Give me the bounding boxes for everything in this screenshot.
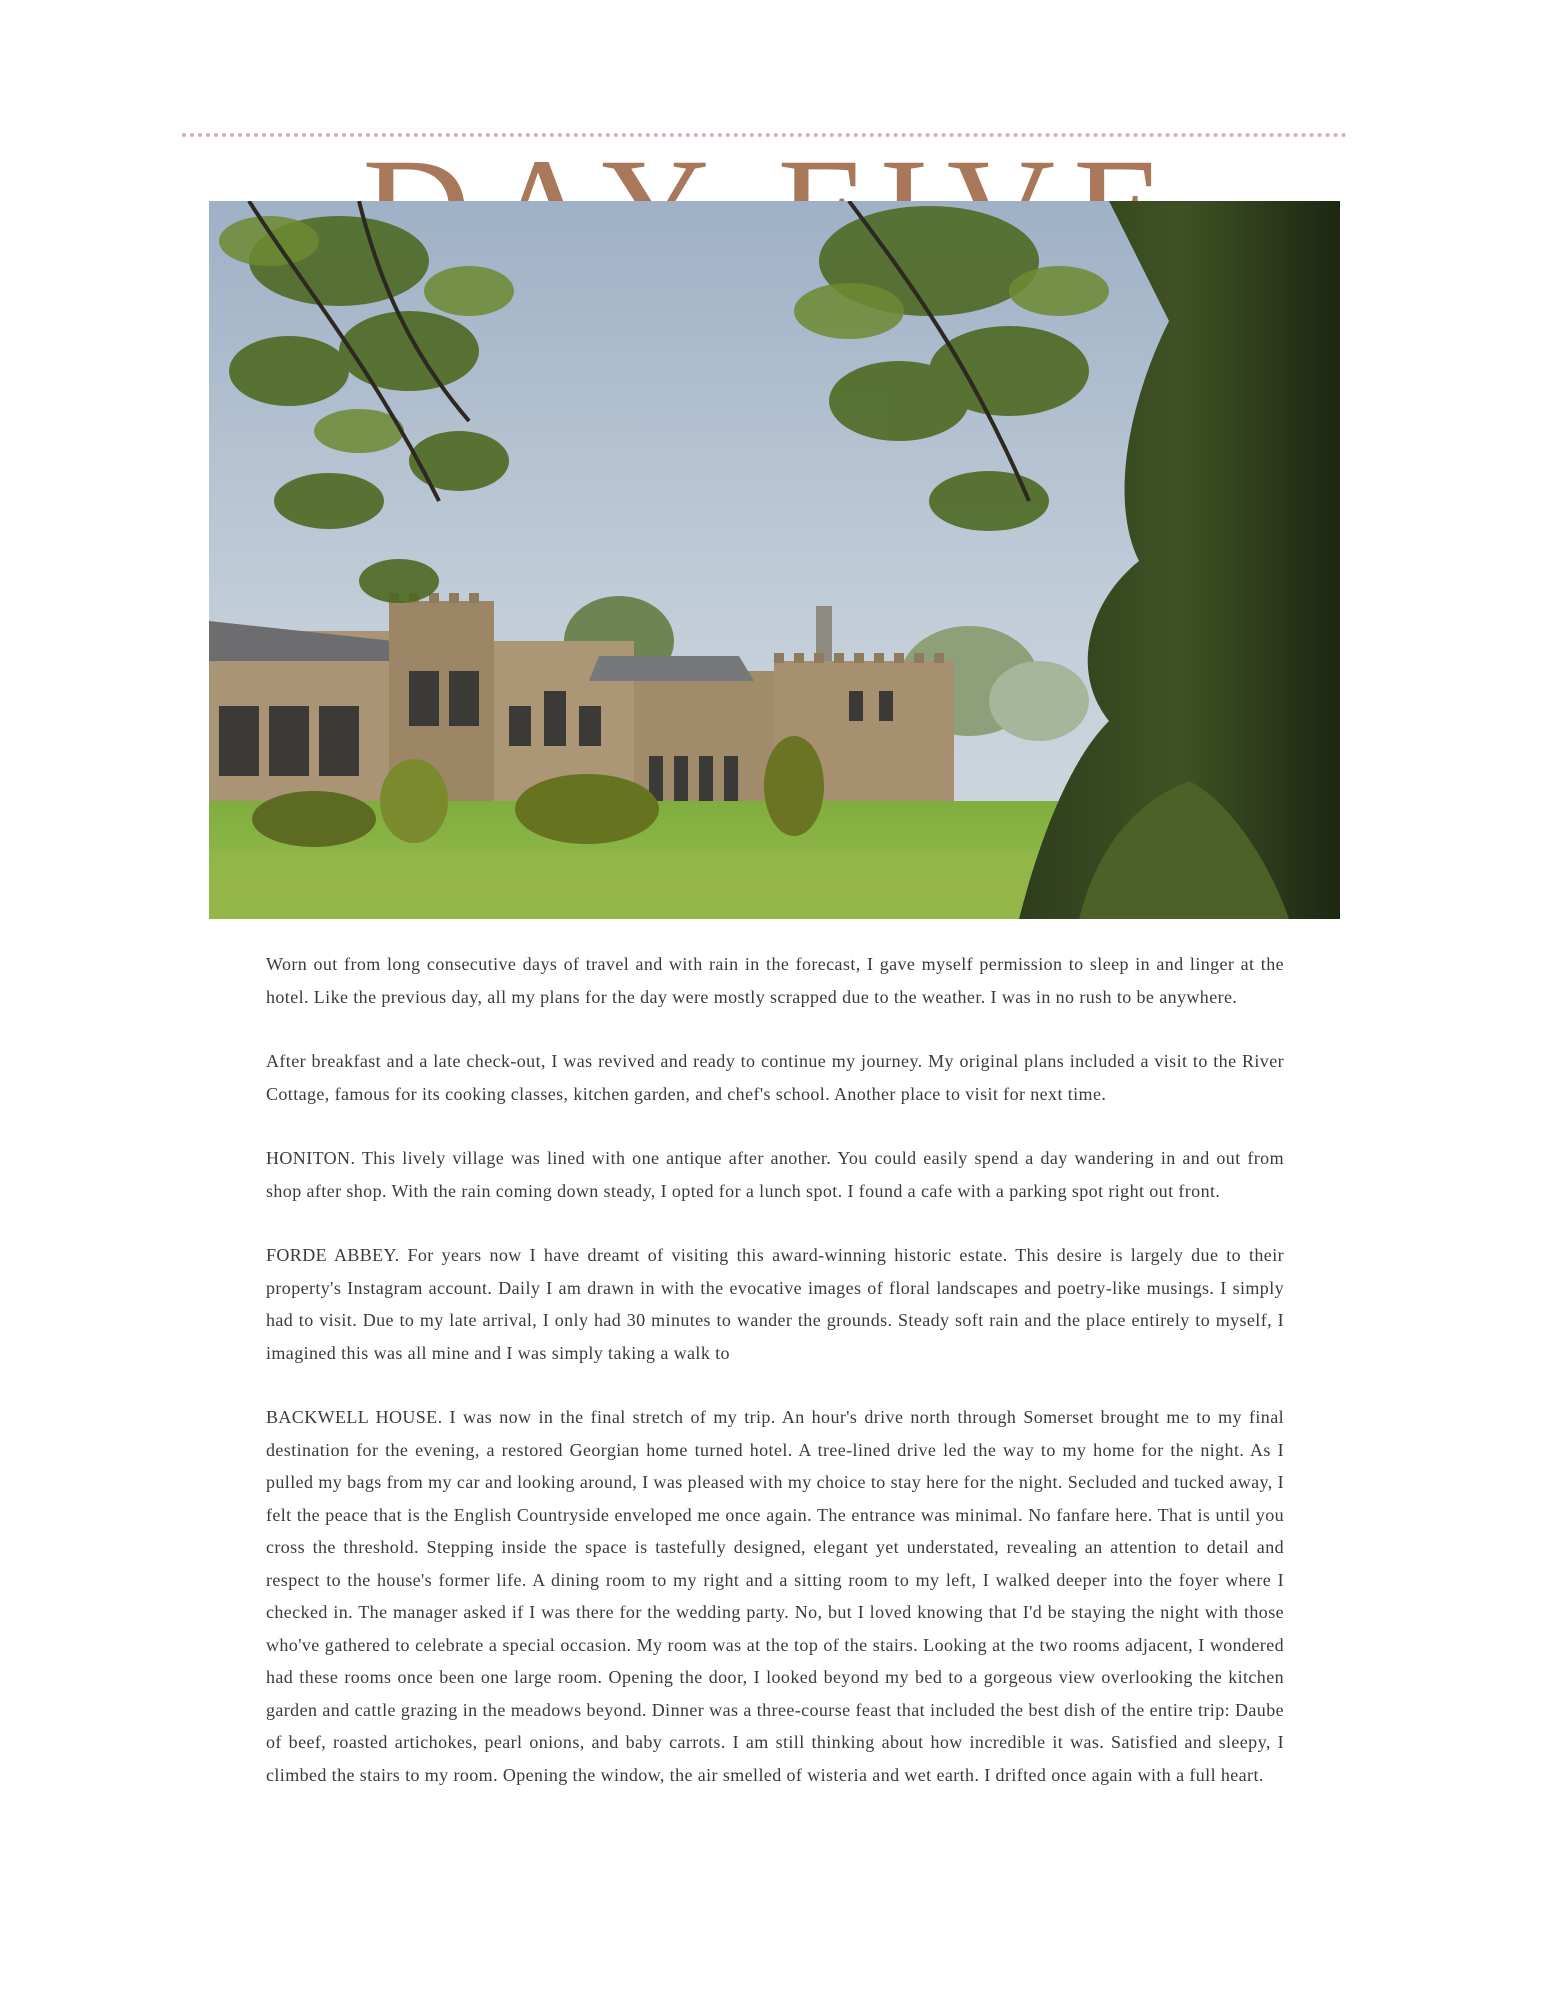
abbey-photo — [209, 201, 1340, 919]
article-body — [266, 948, 1284, 1823]
paragraph-honiton: HONITON. This lively village was lined with one antique after another. You could easily spend a day wandering in and out from shop after shop. With the rain coming down steady, I opted for a lunch spot. I found a cafe with a parking spot right out front. — [266, 1148, 1284, 1201]
paragraph-backwell-house: BACKWELL HOUSE. I was now in the final stretch of my trip. An hour's drive north through Somerset brought me to my final destination for the evening, a restored Georgian home turned hotel. A tree-lined drive led the way to my home for the night. As I pulled my bags from my car and looking around, I was pleased with my choice to stay here for the night. Secluded and tucked away, I felt the peace that is the English Countryside enveloped me once again. The entrance was minimal. No fanfare here. That is until you cross the threshold. Stepping inside the space is tastefully designed, elegant yet understated, revealing an attention to detail and respect to the house's former life. A dining room to my right and a sitting room to my left, I walked deeper into the foyer where I checked in. The manager asked if I was there for the wedding party. No, but I loved knowing that I'd be staying the night with those who've gathered to celebrate a special occasion. My room was at the top of the stairs. Looking at the two rooms adjacent, I wondered had these rooms once been one large room. Opening the door, I looked beyond my bed to a gorgeous view overlooking the kitchen garden and cattle grazing in the meadows beyond. Dinner was a three-course feast that included the best dish of the entire trip: Daube of beef, roasted artichokes, pearl onions, and baby carrots. I am still thinking about how incredible it was. Satisfied and sleepy, I climbed the stairs to my room. Opening the window, the air smelled of wisteria and wet earth. I drifted once again with a full heart. — [266, 1407, 1284, 1785]
paragraph-checkout: After breakfast and a late check-out, I was revived and ready to continue my journey. My original plans included a visit to the River Cottage, famous for its cooking classes, kitchen garden, and chef's school. Another place to visit for next time. — [266, 1051, 1284, 1104]
paragraph-intro: Worn out from long consecutive days of travel and with rain in the forecast, I gave myself permission to sleep in and linger at the hotel. Like the previous day, all my plans for the day were mostly scrapped due to the weather. I was in no rush to be anywhere. — [266, 954, 1284, 1007]
page-header — [0, 30, 1545, 190]
paragraph-forde-abbey: FORDE ABBEY. For years now I have dreamt of visiting this award-winning historic estate. This desire is largely due to their property's Instagram account. Daily I am drawn in with the evocative images of floral landscapes and poetry-like musings. I simply had to visit. Due to my late arrival, I only had 30 minutes to wander the grounds. Steady soft rain and the place entirely to myself, I imagined this was all mine and I was simply taking a walk to — [266, 1245, 1284, 1363]
